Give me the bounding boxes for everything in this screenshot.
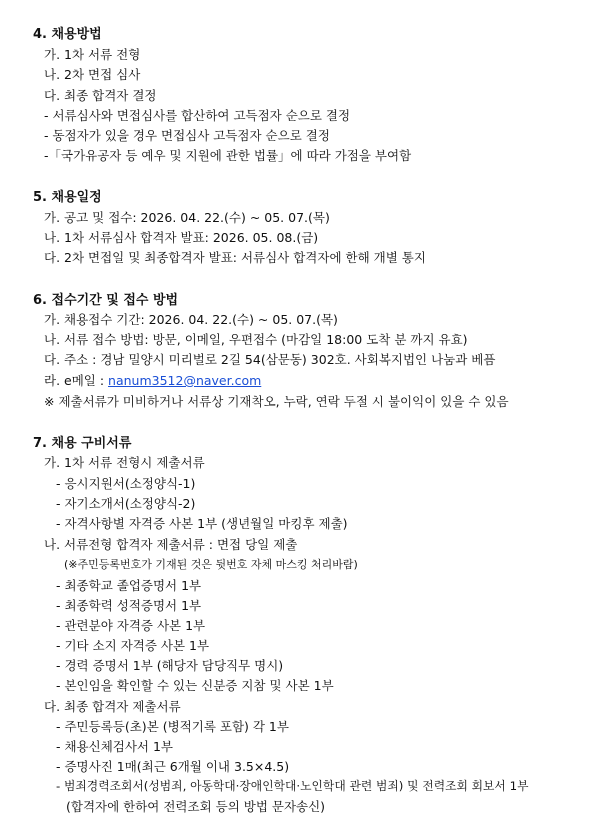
s7-a-item-2: - 자기소개서(소정양식-2) [56,496,196,511]
s7-c-item-3: - 증명사진 1매(최근 6개월 이내 3.5×4.5) [56,759,290,774]
s5-item-2: 나. 1차 서류심사 합격자 발표: 2026. 05. 08.(금) [44,230,319,245]
email-link[interactable]: nanum3512@naver.com [108,373,262,388]
section-6-title: 6. 접수기간 및 접수 방법 [33,293,179,308]
s6-item-2: 나. 서류 접수 방법: 방문, 이메일, 우편접수 (마감일 18:00 도착 분 까지 유효) [44,332,468,347]
s7-b-title: 나. 서류전형 합격자 제출서류 : 면접 당일 제출 [44,537,298,552]
s6-notice: ※ 제출서류가 미비하거나 서류상 기재착오, 누락, 연락 두절 시 불이익이 있을 수 있음 [44,394,509,409]
s5-item-3: 다. 2차 면접일 및 최종합격자 발표: 서류심사 합격자에 한해 개별 통지 [44,250,426,265]
s7-b-note: (※주민등록번호가 기재된 것은 뒷번호 자체 마스킹 처리바람) [64,558,358,571]
s7-b-item-6: - 본인임을 확인할 수 있는 신분증 지참 및 사본 1부 [56,678,334,693]
s7-a-item-1: - 응시지원서(소정양식-1) [56,476,196,491]
s6-email-prefix: 라. e메일 : [44,373,109,388]
s7-b-item-2: - 최종학력 성적증명서 1부 [56,598,202,613]
section-4-title: 4. 채용방법 [33,27,102,42]
s7-a-title: 가. 1차 서류 전형시 제출서류 [44,455,205,470]
s7-c-item-2: - 채용신체검사서 1부 [56,739,174,754]
s4-note-3: -「국가유공자 등 예우 및 지원에 관한 법률」에 따라 가점을 부여함 [44,148,412,163]
s7-c-title: 다. 최종 합격자 제출서류 [44,699,181,714]
s7-a-item-3: - 자격사항별 자격증 사본 1부 (생년월일 마킹후 제출) [56,516,348,531]
s7-c-continuation: (합격자에 한하여 전력조회 등의 방법 문자송신) [66,799,326,814]
section-7-title: 7. 채용 구비서류 [33,436,132,451]
s7-b-item-3: - 관련분야 자격증 사본 1부 [56,618,206,633]
s4-note-1: - 서류심사와 면접심사를 합산하여 고득점자 순으로 결정 [44,108,351,123]
s4-note-2: - 동점자가 있을 경우 면접심사 고득점자 순으로 결정 [44,128,330,143]
s4-item-2: 나. 2차 면접 심사 [44,67,141,82]
s6-item-1: 가. 채용접수 기간: 2026. 04. 22.(수) ~ 05. 07.(목) [44,312,338,327]
s7-b-item-5: - 경력 증명서 1부 (해당자 담당직무 명시) [56,658,284,673]
s7-c-item-1: - 주민등록등(초)본 (병적기록 포함) 각 1부 [56,719,289,734]
s6-item-3: 다. 주소 : 경남 밀양시 미리벌로 2길 54(삼문동) 302호. 사회복지법인 나눔과 베픔 [44,352,496,367]
s6-email-line [44,371,261,389]
s5-item-1: 가. 공고 및 접수: 2026. 04. 22.(수) ~ 05. 07.(목) [44,210,330,225]
section-5-title: 5. 채용일정 [33,190,102,205]
s7-b-item-1: - 최종학교 졸업증명서 1부 [56,578,202,593]
s4-item-1: 가. 1차 서류 전형 [44,47,141,62]
s7-c-item-4: - 범죄경력조회서(성범죄, 아동학대·장애인학대·노인학대 관련 범죄) 및 전력조회 회보서 1부 [56,779,529,793]
s4-item-3: 다. 최종 합격자 결정 [44,88,157,103]
s7-b-item-4: - 기타 소지 자격증 사본 1부 [56,638,210,653]
